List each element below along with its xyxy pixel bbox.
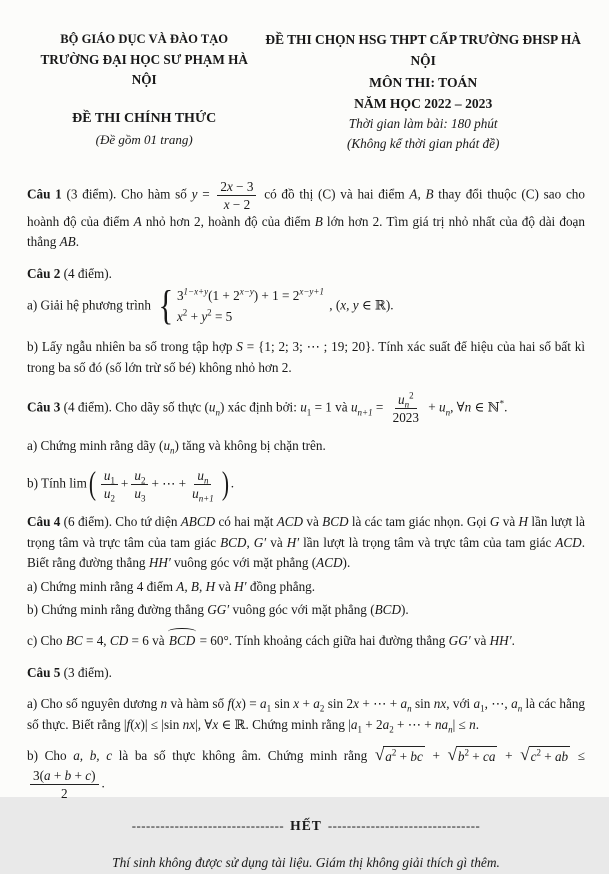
page-count-note: (Đề gồm 01 trang)	[95, 132, 193, 148]
exam-title: ĐỀ THI CHỌN HSG THPT CẤP TRƯỜNG ĐHSP HÀ NỘI	[265, 32, 581, 68]
header-left	[27, 30, 261, 155]
subject-line: MÔN THI: TOÁN	[369, 74, 478, 90]
end-dashes-right: --------------------------------	[327, 819, 481, 834]
question-5b: b) Cho a, b, c là ba số thực không âm. Chứng minh rằng √ $a^2$ + bc + √ $b^2$ + ca + √ $c^2$ + ab ≤ $\frac{3(a + b + c)}{2}$ .	[27, 746, 585, 801]
question-4b: b) Chứng minh rằng đường thẳng GG′ vuông góc với mặt phẳng (BCD).	[27, 602, 409, 617]
question-2-heading: Câu 2 (4 điểm).	[27, 265, 112, 281]
exam-footer	[27, 815, 585, 874]
end-dashes-left: --------------------------------	[131, 819, 285, 834]
question-3: Câu 3 (4 điểm). Cho dãy số thực $(u_n)$ xác định bởi: $u_1 = 1$ và $u_{n+1}$ = $\frac{u_n^2}{2023}$ + $u_n$, ∀n ∈ ℕ*.	[27, 390, 508, 426]
exam-type-label: ĐỀ THI CHÍNH THỨC	[72, 111, 217, 127]
question-3b: b) Tính lim ( $\frac{u_1}{u_2}$ + $\frac{u_2}{u_3}$ + ⋯ + $\frac{u_n}{u_{n+1}}$ ) .	[27, 466, 235, 504]
question-4a: a) Chứng minh rằng 4 điểm A, B, H và H′ đồng phẳng.	[27, 578, 316, 594]
duration-line: Thời gian làm bài: 180 phút	[348, 115, 498, 131]
question-3a: a) Chứng minh rằng dãy $(u_n)$ tăng và không bị chặn trên.	[27, 438, 326, 457]
end-label: HẾT	[290, 818, 322, 834]
exam-body	[27, 179, 585, 802]
exam-header	[27, 30, 585, 155]
ministry-name: BỘ GIÁO DỤC VÀ ĐÀO TẠO	[60, 32, 229, 46]
question-4c: c) Cho BC = 4, CD = 6 và BCD = 60°. Tính khoảng cách giữa hai đường thẳng GG′ và HH′.	[27, 631, 585, 651]
question-2a: a) Giải hệ phương trình { $3^{1-x+y}(1 + 2^{x-y}) + 1 = 2^{x-y+1}$ $x^2 + y^2 = 5$ , (x, y ∈ ℝ).	[27, 283, 394, 329]
question-5-heading: Câu 5 (3 điểm).	[27, 664, 112, 680]
university-name: TRƯỜNG ĐẠI HỌC SƯ PHẠM HÀ NỘI	[40, 51, 248, 87]
school-year: NĂM HỌC 2022 – 2023	[354, 95, 493, 111]
question-1: Câu 1 (3 điểm). Cho hàm số y = $\frac{2x - 3}{x - 2}$ có đồ thị (C) và hai điểm A, B thay đổi thuộc (C) sao cho hoành độ của điểm A nhỏ hơn 2, hoành độ của điểm B lớn hơn 2. Tìm giá trị nhỏ nhất của độ dài đoạn thẳng AB.	[27, 178, 585, 250]
exam-note: Thí sinh không được sử dụng tài liệu. Giám thị không giải thích gì thêm.	[112, 854, 500, 870]
header-right	[261, 30, 585, 155]
question-5a: a) Cho số nguyên dương n và hàm số $f(x) = a_1$ $\sin x + a_2$ sin 2x + ⋯ + $a_n$ sin nx, với $a_1$, ⋯, $a_n$ là các hằng số thực. Biết rằng |f(x)| ≤ |sin nx|, ∀x ∈ ℝ. Chứng minh rằng $|a_1 + 2a_2$ + ⋯ + $na_n| \le n$.	[27, 696, 586, 735]
duration-note: (Không kể thời gian phát đề)	[346, 136, 500, 152]
question-2b: b) Lấy ngẫu nhiên ba số trong tập hợp S = {1; 2; 3; ⋯ ; 19; 20}. Tính xác suất để hiệu của hai số bất kì trong ba số đó (số lớn trừ số bé) không nhỏ hơn 2.	[27, 339, 585, 375]
question-4: Câu 4 (6 điểm). Cho tứ diện ABCD có hai mặt ACD và BCD là các tam giác nhọn. Gọi G và H lần lượt là trọng tâm và trực tâm của tam giác BCD, G′ và H′ lần lượt là trọng tâm và trực tâm của tam giác ACD. Biết rằng đường thẳng HH′ vuông góc với mặt phẳng (ACD).	[27, 514, 586, 571]
end-marker	[27, 815, 585, 837]
